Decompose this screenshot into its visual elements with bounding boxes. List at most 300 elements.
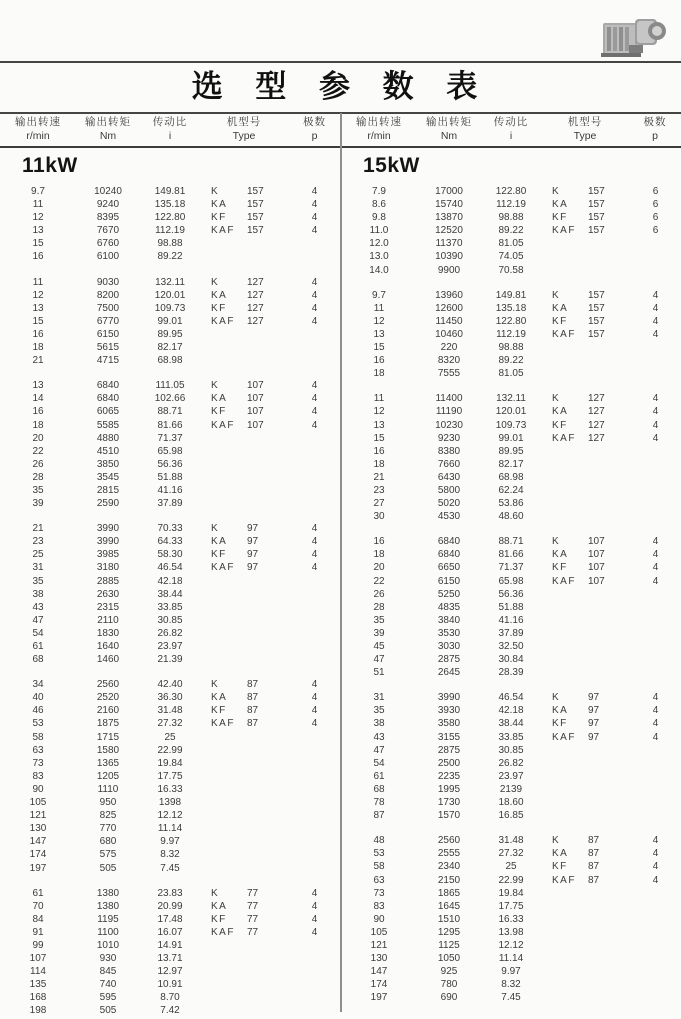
type-cell xyxy=(541,731,629,744)
poles-cell: 4 xyxy=(652,718,659,730)
torque-cell: 1730 xyxy=(437,797,461,809)
poles-cell: 4 xyxy=(652,315,659,327)
col-torque-zh: 输出转矩 xyxy=(426,116,472,128)
type-prefix xyxy=(552,913,588,926)
speed-cell: 105 xyxy=(29,797,47,809)
table-row xyxy=(0,392,341,405)
type-cell xyxy=(541,471,629,484)
type-prefix: K xyxy=(552,289,561,301)
poles-cell: 4 xyxy=(652,562,659,574)
table-row xyxy=(0,744,341,757)
row-group xyxy=(0,678,341,874)
type-prefix xyxy=(552,887,588,900)
row-group xyxy=(0,185,341,264)
speed-cell: 16 xyxy=(32,406,44,418)
ratio-cell: 17.75 xyxy=(157,770,183,782)
poles-cell xyxy=(629,627,681,640)
type-cell xyxy=(541,860,629,873)
type-cell xyxy=(541,328,629,341)
speed-cell: 21 xyxy=(373,471,385,483)
table-row xyxy=(341,860,681,873)
table-row xyxy=(0,548,341,561)
speed-cell: 35 xyxy=(373,614,385,626)
poles-cell xyxy=(629,484,681,497)
speed-cell: 15 xyxy=(373,342,385,354)
type-cell xyxy=(200,575,288,588)
table-row xyxy=(0,315,341,328)
table-row xyxy=(341,809,681,822)
torque-cell: 2815 xyxy=(96,484,120,496)
header-left xyxy=(0,115,341,146)
torque-cell: 7555 xyxy=(437,368,461,380)
torque-cell: 780 xyxy=(440,979,458,991)
table-row xyxy=(341,900,681,913)
type-size: 107 xyxy=(247,393,264,405)
ratio-cell: 62.24 xyxy=(498,484,524,496)
ratio-cell: 16.33 xyxy=(157,783,183,795)
table-row xyxy=(0,691,341,704)
torque-cell: 3580 xyxy=(437,718,461,730)
poles-cell xyxy=(629,965,681,978)
table-row xyxy=(0,250,341,263)
type-prefix xyxy=(552,341,588,354)
type-prefix: KAF xyxy=(211,562,235,574)
type-prefix xyxy=(211,354,247,367)
speed-cell: 38 xyxy=(32,588,44,600)
speed-cell: 18 xyxy=(32,342,44,354)
ratio-cell: 42.18 xyxy=(157,575,183,587)
table-row xyxy=(341,445,681,458)
type-prefix: KF xyxy=(211,302,227,314)
ratio-cell: 38.44 xyxy=(157,588,183,600)
torque-cell: 845 xyxy=(99,966,117,978)
table-row xyxy=(341,211,681,224)
table-row xyxy=(341,704,681,717)
type-prefix xyxy=(211,497,247,510)
speed-cell: 38 xyxy=(373,718,385,730)
col-poles-unit: p xyxy=(652,130,658,142)
type-cell xyxy=(541,770,629,783)
type-cell xyxy=(200,822,288,835)
torque-cell: 6760 xyxy=(96,238,120,250)
torque-cell: 1460 xyxy=(96,654,120,666)
poles-cell xyxy=(629,666,681,679)
torque-cell: 505 xyxy=(99,1005,117,1017)
table-row xyxy=(0,458,341,471)
type-cell xyxy=(200,392,288,405)
table-row xyxy=(0,835,341,848)
ratio-cell: 46.54 xyxy=(157,562,183,574)
table-row xyxy=(341,185,681,198)
col-poles-zh: 极数 xyxy=(643,116,667,128)
speed-cell: 83 xyxy=(373,900,385,912)
type-prefix: KA xyxy=(552,199,569,211)
torque-cell: 930 xyxy=(99,953,117,965)
type-cell xyxy=(200,809,288,822)
type-prefix xyxy=(211,770,247,783)
type-cell xyxy=(200,315,288,328)
table-row xyxy=(0,978,341,991)
type-prefix: KA xyxy=(211,289,228,301)
type-cell xyxy=(541,847,629,860)
poles-cell xyxy=(629,264,681,277)
table-row xyxy=(0,432,341,445)
table-row xyxy=(0,379,341,392)
poles-cell: 4 xyxy=(311,900,318,912)
poles-cell: 4 xyxy=(311,406,318,418)
type-cell xyxy=(541,419,629,432)
type-cell xyxy=(200,601,288,614)
type-prefix: KAF xyxy=(552,575,576,587)
type-cell xyxy=(200,731,288,744)
torque-cell: 1100 xyxy=(97,926,119,938)
table-row xyxy=(0,224,341,237)
table-row xyxy=(341,250,681,263)
torque-cell: 505 xyxy=(99,862,117,874)
type-cell xyxy=(200,991,288,1004)
poles-cell xyxy=(629,991,681,1004)
power-heading: 11kW xyxy=(22,154,78,177)
type-prefix xyxy=(552,796,588,809)
table-row xyxy=(341,224,681,237)
speed-cell: 30 xyxy=(373,511,385,523)
table-row xyxy=(0,757,341,770)
type-cell xyxy=(541,978,629,991)
table-row xyxy=(0,731,341,744)
ratio-cell: 26.82 xyxy=(157,627,183,639)
row-group xyxy=(341,535,681,679)
table-row xyxy=(341,315,681,328)
ratio-cell: 98.88 xyxy=(498,212,524,224)
type-cell xyxy=(200,471,288,484)
type-cell xyxy=(541,341,629,354)
torque-cell: 770 xyxy=(99,823,117,835)
type-prefix xyxy=(211,445,247,458)
torque-cell: 1010 xyxy=(96,939,120,951)
torque-cell: 3030 xyxy=(437,641,461,652)
type-prefix xyxy=(552,497,588,510)
type-size: 97 xyxy=(247,523,259,535)
type-cell xyxy=(200,614,288,627)
type-size: 77 xyxy=(247,900,259,912)
speed-cell: 39 xyxy=(373,627,385,639)
type-cell xyxy=(200,796,288,809)
table-row xyxy=(341,913,681,926)
type-cell xyxy=(200,627,288,640)
type-cell xyxy=(541,315,629,328)
speed-cell: 105 xyxy=(370,926,388,938)
ratio-cell: 16.07 xyxy=(157,926,183,938)
page-title: 选 型 参 数 表 xyxy=(191,69,490,104)
torque-cell: 3985 xyxy=(96,549,120,561)
table-row xyxy=(341,770,681,783)
table-row xyxy=(0,588,341,601)
poles-cell xyxy=(629,497,681,510)
type-cell xyxy=(541,704,629,717)
type-prefix xyxy=(552,991,588,1004)
type-prefix xyxy=(211,484,247,497)
col-header-speed xyxy=(0,115,76,146)
table-row xyxy=(0,627,341,640)
speed-cell: 8.6 xyxy=(372,199,386,211)
type-prefix xyxy=(552,783,588,796)
type-prefix: KF xyxy=(211,705,227,717)
torque-cell: 13960 xyxy=(435,289,463,301)
ratio-cell: 132.11 xyxy=(155,276,185,288)
table-row xyxy=(341,367,681,380)
table-row xyxy=(341,783,681,796)
poles-cell: 4 xyxy=(652,731,659,743)
table-row xyxy=(341,484,681,497)
type-cell xyxy=(200,276,288,289)
poles-cell xyxy=(288,614,341,627)
speed-cell: 26 xyxy=(32,458,44,470)
poles-cell xyxy=(288,588,341,601)
type-size: 157 xyxy=(247,212,264,224)
type-cell xyxy=(200,302,288,315)
speed-cell: 9.7 xyxy=(31,186,45,197)
torque-cell: 4530 xyxy=(437,511,461,523)
type-prefix: KF xyxy=(211,913,227,925)
table-row xyxy=(341,405,681,418)
type-cell xyxy=(541,952,629,965)
ratio-cell: 7.42 xyxy=(160,1005,180,1017)
table-row xyxy=(0,497,341,510)
type-cell xyxy=(200,432,288,445)
torque-cell: 4510 xyxy=(96,445,120,457)
poles-cell: 4 xyxy=(311,225,318,237)
speed-cell: 21 xyxy=(32,523,44,535)
poles-cell: 4 xyxy=(652,848,659,860)
table-row xyxy=(341,302,681,315)
type-cell xyxy=(200,548,288,561)
table-row xyxy=(0,445,341,458)
torque-cell: 1995 xyxy=(437,783,461,795)
ratio-cell: 38.44 xyxy=(498,718,524,730)
type-cell xyxy=(541,250,629,263)
top-rule xyxy=(0,61,681,63)
col-header-speed xyxy=(341,115,417,146)
type-cell xyxy=(541,445,629,458)
ratio-cell: 99.01 xyxy=(157,315,183,327)
type-size: 77 xyxy=(247,913,259,925)
type-prefix xyxy=(552,757,588,770)
poles-cell xyxy=(629,237,681,250)
type-size: 157 xyxy=(588,225,605,237)
type-cell xyxy=(200,354,288,367)
type-prefix xyxy=(552,445,588,458)
type-cell xyxy=(200,965,288,978)
ratio-cell: 89.22 xyxy=(498,225,524,237)
type-prefix: KAF xyxy=(552,225,576,237)
table-row xyxy=(0,341,341,354)
ratio-cell: 122.80 xyxy=(495,315,527,327)
type-prefix xyxy=(211,939,247,952)
type-prefix xyxy=(211,432,247,445)
torque-cell: 6840 xyxy=(437,549,461,561)
torque-cell: 1125 xyxy=(438,939,460,951)
torque-cell: 10390 xyxy=(435,251,463,263)
ratio-cell: 68.98 xyxy=(498,471,524,483)
speed-cell: 11 xyxy=(373,302,385,314)
table-row xyxy=(341,548,681,561)
row-group xyxy=(0,276,341,368)
torque-cell: 2885 xyxy=(96,575,120,587)
ratio-cell: 64.33 xyxy=(157,536,183,548)
torque-cell: 6770 xyxy=(96,315,120,327)
torque-cell: 1110 xyxy=(97,783,119,795)
ratio-cell: 30.85 xyxy=(498,744,524,756)
speed-cell: 63 xyxy=(373,874,385,886)
col-header-torque xyxy=(76,115,140,146)
type-size: 157 xyxy=(588,315,605,327)
ratio-cell: 30.85 xyxy=(157,614,183,626)
col-ratio-unit: i xyxy=(168,130,172,142)
panel-15kw xyxy=(341,149,681,1019)
torque-cell: 1580 xyxy=(96,744,120,756)
table-row xyxy=(341,575,681,588)
table-row xyxy=(0,237,341,250)
type-prefix: KAF xyxy=(211,718,235,730)
table-row xyxy=(0,965,341,978)
type-size: 87 xyxy=(247,692,259,704)
col-header-ratio xyxy=(140,115,200,146)
speed-cell: 130 xyxy=(370,953,388,965)
type-prefix: KF xyxy=(211,549,227,561)
table-row xyxy=(0,822,341,835)
col-speed-unit: r/min xyxy=(367,130,391,142)
type-cell xyxy=(200,691,288,704)
type-prefix xyxy=(211,809,247,822)
poles-cell xyxy=(288,848,341,861)
table-row xyxy=(341,744,681,757)
col-type-zh: 机型号 xyxy=(567,116,603,128)
ratio-cell: 120.01 xyxy=(495,406,527,418)
type-cell xyxy=(200,704,288,717)
type-prefix: KAF xyxy=(552,731,576,743)
type-cell xyxy=(200,678,288,691)
poles-cell xyxy=(288,731,341,744)
row-group xyxy=(0,887,341,1018)
type-prefix xyxy=(552,666,588,679)
poles-cell: 4 xyxy=(311,523,318,535)
type-cell xyxy=(200,328,288,341)
ratio-cell: 11.14 xyxy=(157,823,183,835)
table-row xyxy=(0,535,341,548)
type-prefix: KF xyxy=(552,861,568,873)
torque-cell: 8395 xyxy=(96,212,120,224)
col-type-unit: Type xyxy=(232,130,256,142)
poles-cell xyxy=(629,445,681,458)
type-prefix: K xyxy=(552,393,561,405)
ratio-cell: 120.01 xyxy=(154,289,186,301)
type-prefix xyxy=(211,952,247,965)
type-size: 77 xyxy=(247,887,259,899)
speed-cell: 12 xyxy=(32,289,44,301)
speed-cell: 121 xyxy=(29,810,47,822)
type-prefix: KA xyxy=(211,199,228,211)
speed-cell: 12 xyxy=(32,212,44,224)
col-torque-zh: 输出转矩 xyxy=(85,116,131,128)
type-cell xyxy=(541,405,629,418)
table-row xyxy=(0,198,341,211)
torque-cell: 1380 xyxy=(96,900,120,912)
table-row xyxy=(0,211,341,224)
poles-cell: 4 xyxy=(652,289,659,301)
type-cell xyxy=(200,224,288,237)
type-prefix xyxy=(211,471,247,484)
type-size: 87 xyxy=(588,848,600,860)
poles-cell: 4 xyxy=(652,575,659,587)
table-row xyxy=(341,419,681,432)
ratio-cell: 1398 xyxy=(158,797,182,809)
table-row xyxy=(0,939,341,952)
type-prefix xyxy=(552,640,588,653)
table-row xyxy=(0,991,341,1004)
type-size: 107 xyxy=(588,536,605,548)
type-prefix: K xyxy=(552,186,561,197)
type-cell xyxy=(200,379,288,392)
table-row xyxy=(341,926,681,939)
type-size: 127 xyxy=(588,419,605,431)
poles-cell xyxy=(288,575,341,588)
poles-cell xyxy=(629,887,681,900)
poles-cell: 4 xyxy=(311,315,318,327)
type-prefix: KAF xyxy=(211,926,235,938)
table-row xyxy=(341,198,681,211)
poles-cell: 4 xyxy=(311,276,318,288)
torque-cell: 7500 xyxy=(96,302,120,314)
poles-cell xyxy=(629,796,681,809)
type-size: 127 xyxy=(247,276,264,288)
speed-cell: 31 xyxy=(373,692,385,704)
ratio-cell: 13.98 xyxy=(498,926,524,938)
poles-cell xyxy=(629,653,681,666)
torque-cell: 10230 xyxy=(435,419,463,431)
poles-cell xyxy=(629,458,681,471)
type-cell xyxy=(200,783,288,796)
torque-cell: 2590 xyxy=(96,498,120,510)
ratio-cell: 8.32 xyxy=(160,849,180,861)
speed-cell: 12 xyxy=(373,315,385,327)
type-cell xyxy=(541,965,629,978)
table-row xyxy=(341,640,681,653)
speed-cell: 197 xyxy=(370,992,388,1004)
poles-cell xyxy=(288,835,341,848)
ratio-cell: 56.36 xyxy=(498,588,524,600)
poles-cell xyxy=(288,744,341,757)
torque-cell: 2500 xyxy=(437,757,461,769)
type-prefix: K xyxy=(552,692,561,704)
type-prefix xyxy=(211,588,247,601)
col-type-unit: Type xyxy=(573,130,597,142)
type-cell xyxy=(541,484,629,497)
ratio-cell: 149.81 xyxy=(154,186,186,197)
ratio-cell: 111.05 xyxy=(155,380,185,392)
torque-cell: 7670 xyxy=(96,225,120,237)
type-cell xyxy=(541,548,629,561)
type-size: 87 xyxy=(247,679,259,691)
speed-cell: 54 xyxy=(32,627,44,639)
poles-cell: 4 xyxy=(311,926,318,938)
speed-cell: 90 xyxy=(32,783,44,795)
type-cell xyxy=(541,575,629,588)
type-prefix: KF xyxy=(552,315,568,327)
type-cell xyxy=(200,588,288,601)
torque-cell: 6150 xyxy=(96,328,120,340)
type-cell xyxy=(200,770,288,783)
type-cell xyxy=(541,666,629,679)
